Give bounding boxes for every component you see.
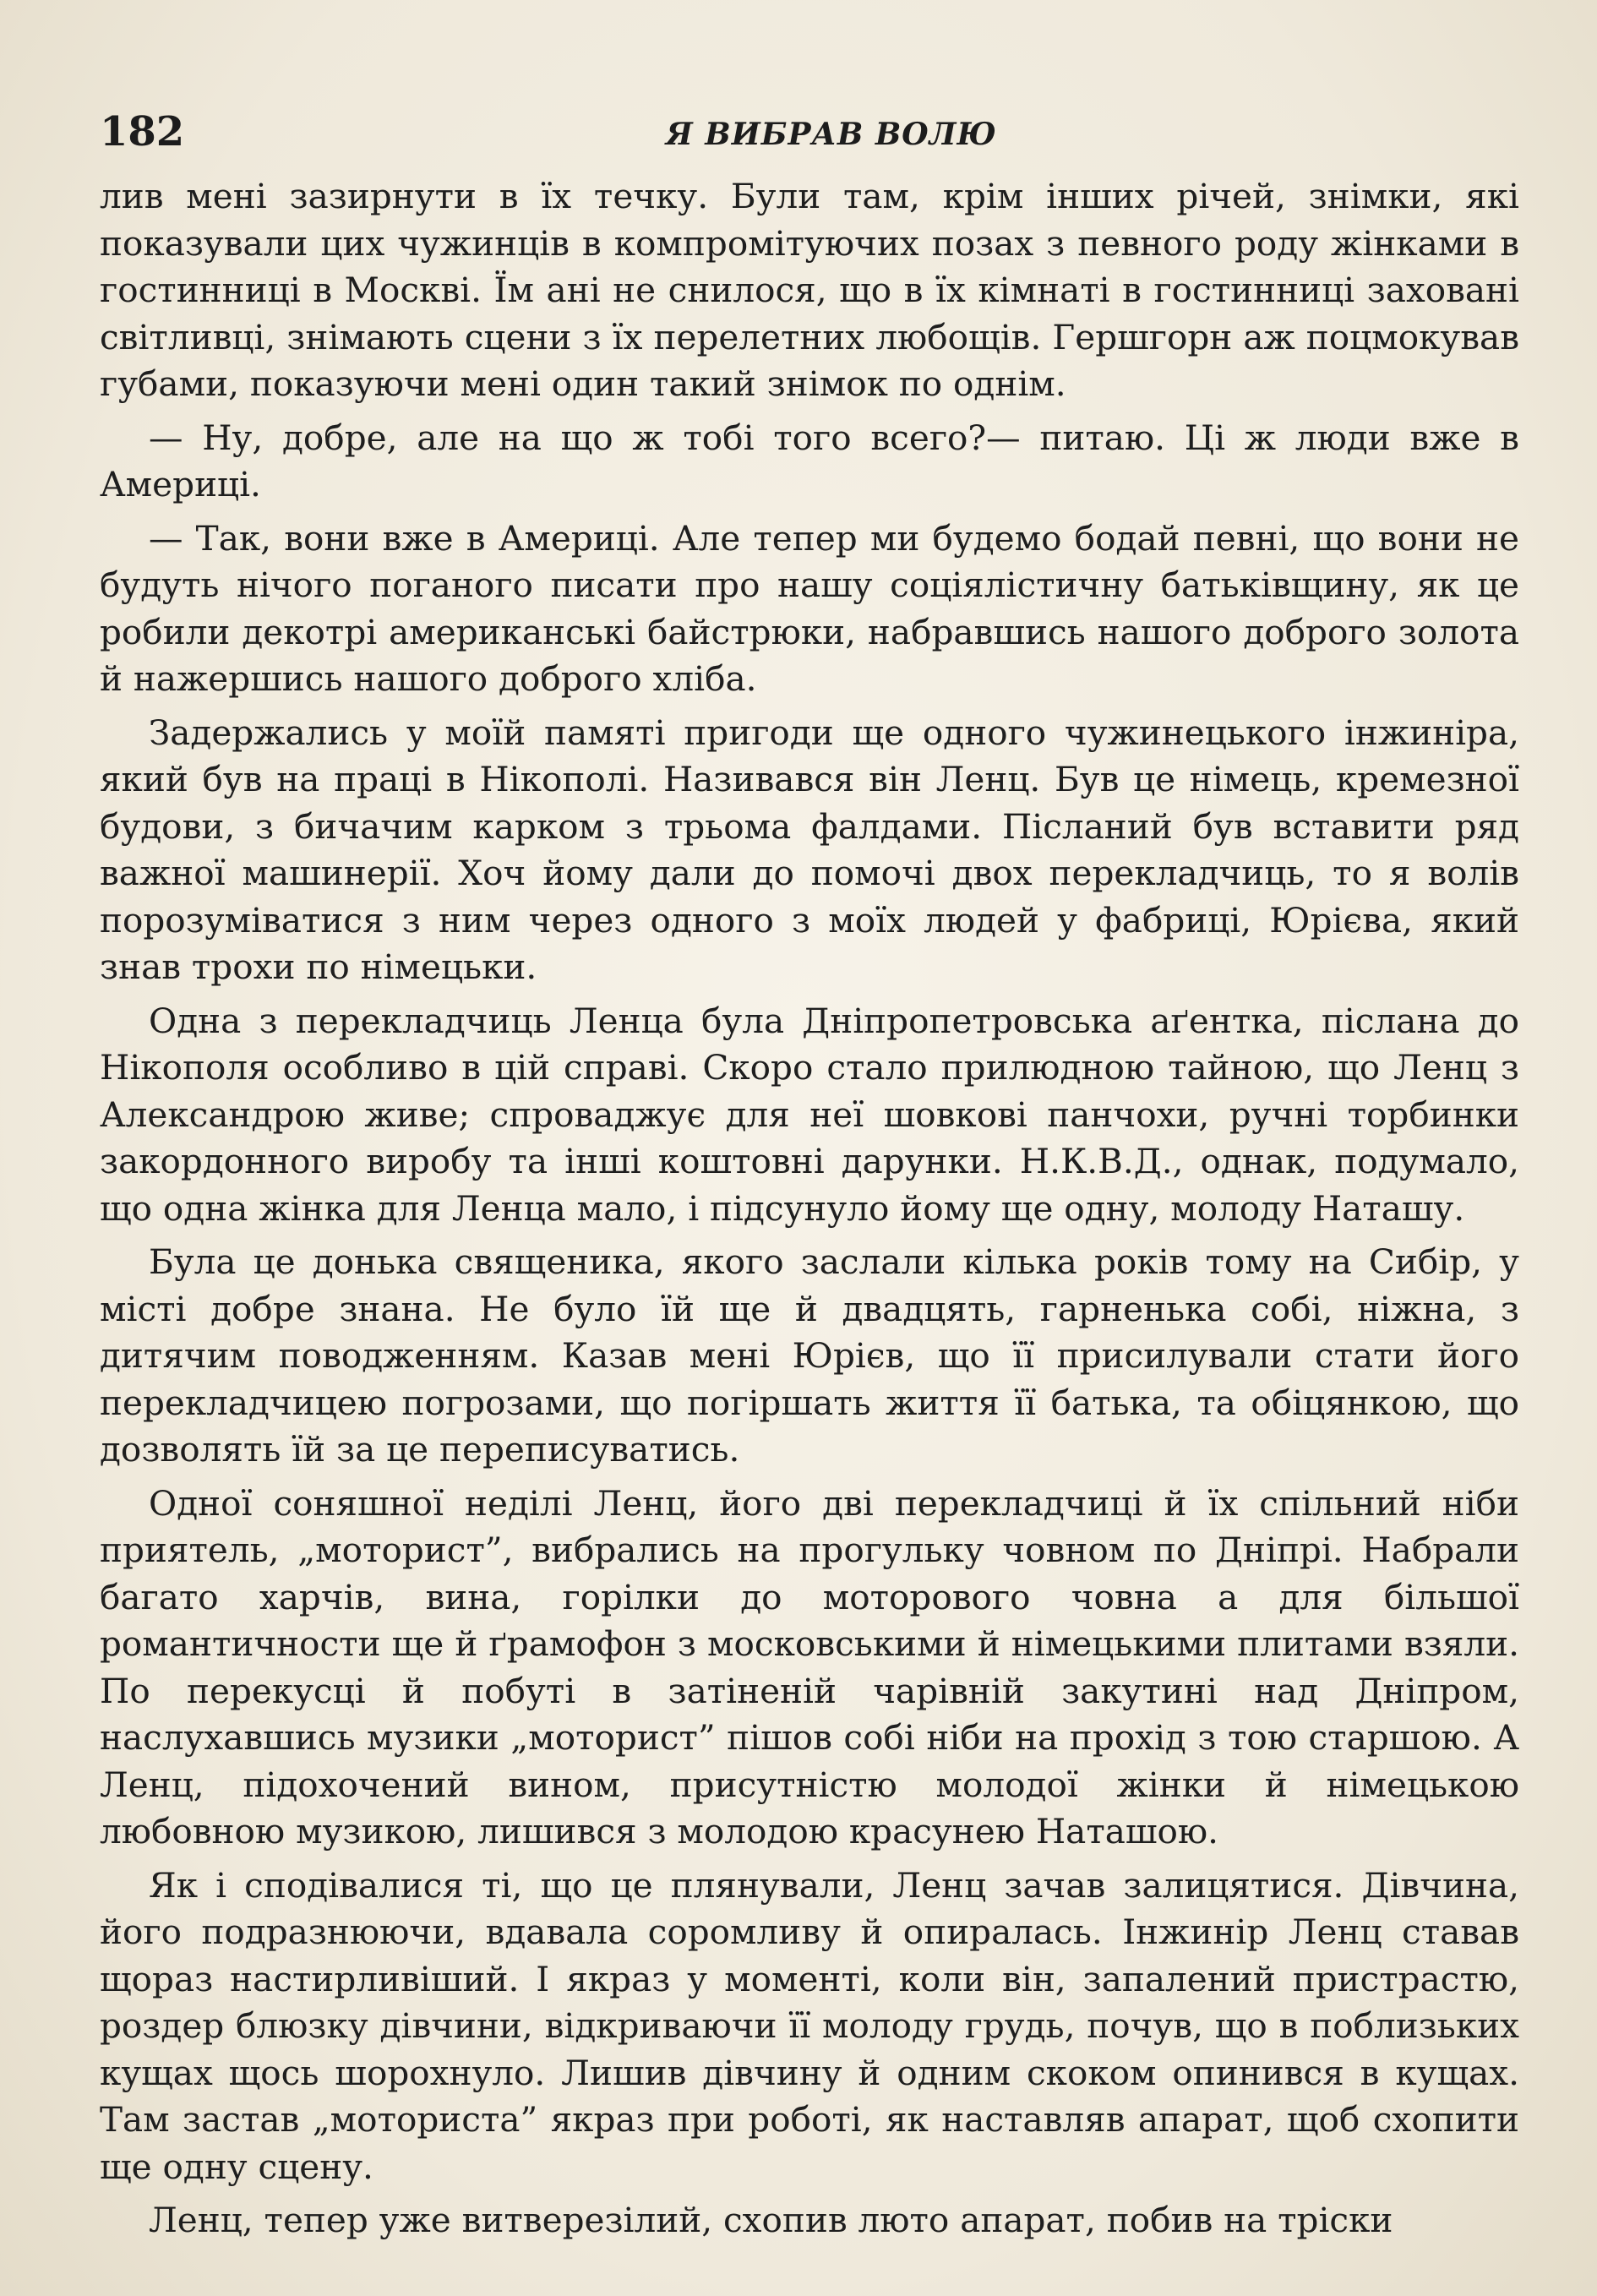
paragraph: Ленц, тепер уже витверезілий, схопив люто апарат, побив на тріски [149, 2200, 1393, 2240]
paragraph: — Так, вони вже в Америці. Але тепер ми будемо бодай певні, що вони не будуть нічого поганого писати про нашу соціялістичну батьківщину, як це робили декотрі американські байстрюки, набравшись нашого доброго золота й нажершись нашого доброго хліба. [100, 517, 1519, 699]
page-number: 182 [100, 108, 185, 155]
paragraph: Задержались у моїй памяті пригоди ще одного чужинецького інжиніра, який був на праці в Нікополі. Називався він Ленц. Був це німець, кремезної будови, з бичачим карком з трьома фалдами. Післаний був вставити ряд важної машинерії. Хоч йому дали до помочі двох перекладчиць, то я волів порозуміватися з ним через одного з моїх людей у фабриці, Юрієва, який знав трохи по німецьки. [100, 712, 1519, 987]
paragraph: Була це донька священика, якого заслали кілька років тому на Сибір, у місті добре знана. Не було їй ще й двадцять, гарненька собі, ніжна, з дитячим поводженням. Казав мені Юрієв, що її присилували стати його перекладчицею погрозами, що погіршать життя її батька, та обіцянкою, що дозволять їй за це переписуватись. [100, 1241, 1519, 1470]
paragraph: — Ну, добре, але на що ж тобі того всего?— питаю. Ці ж люди вже в Америці. [100, 417, 1519, 504]
paragraph: лив мені зазирнути в їх течку. Були там, крім інших річей, знімки, які показували цих чужинців в компромітуючих позах з певного роду жінками в гостинниці в Москві. Їм ані не снилося, що в їх кімнаті в гостинниці заховані світливці, знімають сцени з їх перелетних любощів. Гершгорн аж поцмокував губами, показуючи мені один такий знімок по однім. [100, 176, 1519, 404]
page-header [100, 108, 1511, 159]
running-title: Я ВИБРАВ ВОЛЮ [666, 117, 997, 152]
paragraph: Одної соняшної неділі Ленц, його дві перекладчиці й їх спільний ніби приятель, „моторист”, вибрались на прогульку човном по Дніпрі. Набрали багато харчів, вина, горілки до моторового човна а для більшої романтичности ще й ґрамофон з московськими й німецькими плитами взяли. По перекусці й побуті в затіненій чарівній закутині над Дніпром, наслухавшись музики „моторист” пішов собі ніби на прохід з тою старшою. А Ленц, підохочений вином, присутністю молодої жінки й німецькою любовною музикою, лишився з молодою красунею Наташою. [100, 1482, 1519, 1852]
paragraph: Як і сподівалися ті, що це плянували, Ленц зачав залицятися. Дівчина, його подразнюючи, вдавала соромливу й опиралась. Інжинір Ленц ставав щораз настирливіший. І якраз у моменті, коли він, запалений пристрастю, роздер блюзку дівчини, відкриваючи її молоду грудь, почув, що в поблизьких кущах щось шорохнуло. Лишив дівчину й одним скоком опинився в кущах. Там застав „моториста” якраз при роботі, як наставляв апарат, щоб схопити ще одну сцену. [100, 1864, 1519, 2187]
paragraph: Одна з перекладчиць Ленца була Дніпропетровська аґентка, післана до Нікополя особливо в цій справі. Скоро стало прилюдною тайною, що Ленц з Александрою живе; спроваджує для неї шовкові панчохи, ручні торбинки закордонного виробу та інші коштовні дарунки. Н.К.В.Д., однак, подумало, що одна жінка для Ленца мало, і підсунуло йому ще одну, молоду Наташу. [100, 1000, 1519, 1229]
page-body [100, 173, 1519, 2251]
